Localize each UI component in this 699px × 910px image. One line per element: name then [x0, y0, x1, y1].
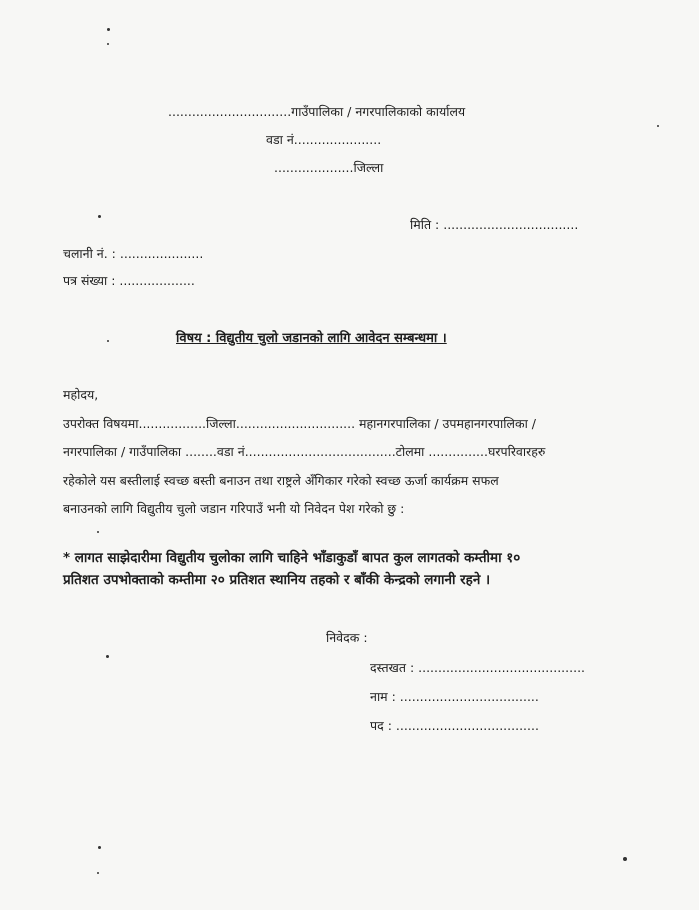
ward-line: वडा नं......................	[266, 132, 382, 147]
subject-heading: विषय : विद्युतीय चुलो जडानको लागि आवेदन सम्बन्धमा ।	[176, 331, 447, 346]
scan-speck	[657, 125, 659, 127]
scan-speck	[107, 28, 110, 31]
letter-number-line: पत्र संख्या : ...................	[63, 273, 195, 288]
body-line: रहेकोले यस बस्तीलाई स्वच्छ बस्ती बनाउन तथा राष्ट्रले अँगिकार गरेको स्वच्छ ऊर्जा कार्यक्रम सफल	[63, 473, 499, 488]
cost-sharing-note-line: * लागत साझेदारीमा विद्युतीय चुलोका लागि चाहिने भाँडाकुडाँ बापत कुल लागतको कम्तीमा १०	[63, 550, 521, 566]
name-line: नाम : ...................................	[370, 689, 539, 704]
scan-speck	[107, 340, 109, 342]
cost-sharing-note-line: प्रतिशत उपभोक्ताको कम्तीमा २० प्रतिशत स्थानिय तहको र बाँकी केन्द्रको लगानी रहने ।	[63, 572, 491, 588]
scan-speck	[97, 872, 99, 874]
body-line: नगरपालिका / गाउँपालिका ........वडा नं......................................टोलमा ...............घरपरिवारहरु	[63, 444, 546, 459]
signature-line: दस्तखत : ..........................................	[370, 660, 586, 675]
salutation: महोदय,	[63, 387, 99, 402]
dispatch-number-line: चलानी नं. : .....................	[63, 246, 204, 261]
post-line: पद : ....................................	[370, 718, 539, 733]
scan-speck	[107, 43, 109, 45]
scan-speck	[623, 857, 627, 861]
scan-speck	[106, 655, 109, 658]
applicant-label: निवेदक :	[326, 630, 368, 645]
scan-speck	[98, 215, 101, 218]
body-line: बनाउनको लागि विद्युतीय चुलो जडान गरिपाउँ भनी यो निवेदन पेश गरेको छु :	[63, 501, 405, 516]
office-line: ...............................गाउँपालिका / नगरपालिकाको कार्यालय	[168, 104, 466, 119]
district-line: ....................जिल्ला	[274, 160, 384, 175]
scan-speck	[97, 531, 99, 533]
date-line: मिति : ..................................	[410, 217, 579, 232]
scan-speck	[98, 846, 101, 849]
body-line: उपरोक्त विषयमा.................जिल्ला.............................. महानगरपालिका / उपमहानगरपालिका /	[63, 416, 537, 431]
